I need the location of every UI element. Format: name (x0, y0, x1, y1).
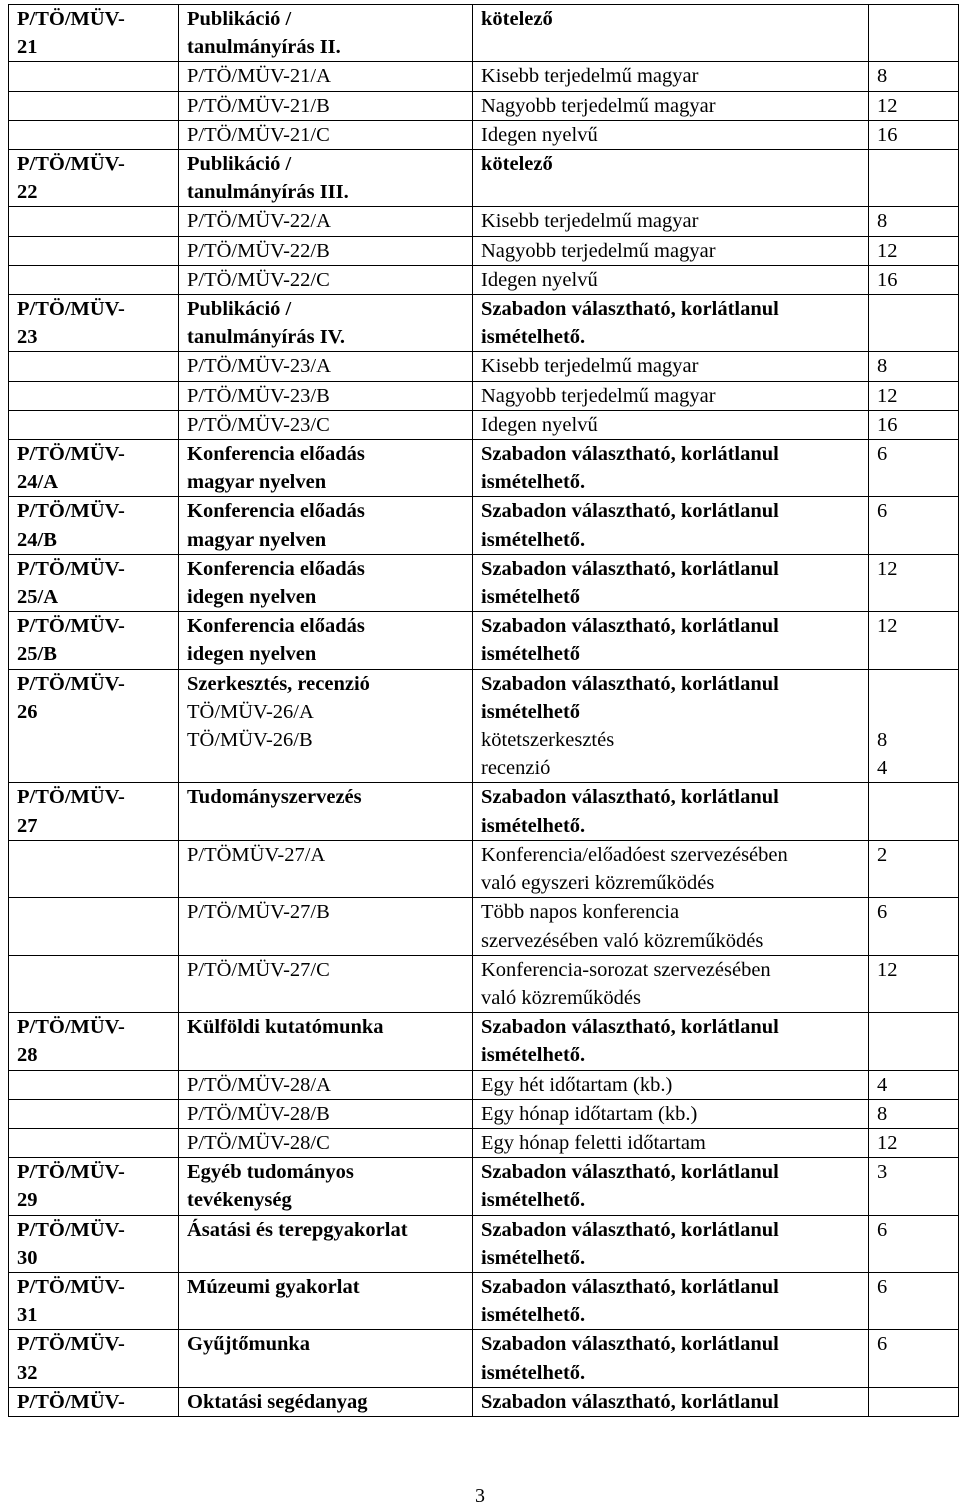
description-cell: Szabadon választható, korlátlanul ismételhető. (473, 295, 869, 352)
description-cell: Konferencia-sorozat szervezésében való közreműködés (473, 955, 869, 1012)
title-cell: P/TÖ/MÜV-22/B (179, 236, 473, 265)
table-row (9, 150, 959, 207)
title-cell: P/TÖ/MÜV-28/C (179, 1128, 473, 1157)
credit-cell: 6 (869, 1272, 959, 1329)
table-row (9, 440, 959, 497)
code-cell (9, 91, 179, 120)
code-cell: P/TÖ/MÜV- 28 (9, 1013, 179, 1070)
credit-cell: 6 (869, 497, 959, 554)
code-cell (9, 898, 179, 955)
code-cell: P/TÖ/MÜV- 24/A (9, 440, 179, 497)
code-cell (9, 1099, 179, 1128)
table-row (9, 497, 959, 554)
title-cell: P/TÖ/MÜV-28/B (179, 1099, 473, 1128)
credit-cell: 6 (869, 440, 959, 497)
credit-cell: 12 (869, 236, 959, 265)
description-cell: Kisebb terjedelmű magyar (473, 352, 869, 381)
title-cell: P/TÖ/MÜV-27/B (179, 898, 473, 955)
title-cell: P/TÖ/MÜV-28/A (179, 1070, 473, 1099)
credit-cell: 16 (869, 410, 959, 439)
cell-bold-text: Szabadon választható, korlátlanul ismételhető (481, 672, 779, 723)
description-cell: Szabadon választható, korlátlanul ismételhető. (473, 1330, 869, 1387)
description-cell: Nagyobb terjedelmű magyar (473, 381, 869, 410)
code-cell: P/TÖ/MÜV- 32 (9, 1330, 179, 1387)
credit-cell: 12 (869, 554, 959, 611)
title-cell: Publikáció / tanulmányírás II. (179, 5, 473, 62)
table-row (9, 554, 959, 611)
title-cell: P/TÖ/MÜV-22/A (179, 207, 473, 236)
description-cell: Szabadon választható, korlátlanul ismételhető (473, 612, 869, 669)
credit-cell: 16 (869, 120, 959, 149)
description-cell: Kisebb terjedelmű magyar (473, 62, 869, 91)
code-cell: P/TÖ/MÜV- 23 (9, 295, 179, 352)
code-cell: P/TÖ/MÜV- 29 (9, 1158, 179, 1215)
subitem-row (9, 1099, 959, 1128)
credit-cell: 8 (869, 207, 959, 236)
title-cell: Oktatási segédanyag (179, 1387, 473, 1416)
code-cell: P/TÖ/MÜV- 25/A (9, 554, 179, 611)
title-cell: Publikáció / tanulmányírás IV. (179, 295, 473, 352)
subitem-row (9, 898, 959, 955)
title-cell: P/TÖ/MÜV-21/C (179, 120, 473, 149)
table-row (9, 1215, 959, 1272)
title-cell: P/TÖ/MÜV-21/B (179, 91, 473, 120)
table-row (9, 783, 959, 840)
credit-cell (869, 295, 959, 352)
subitem-row (9, 840, 959, 897)
credit-cell: 8 4 (869, 669, 959, 783)
code-cell (9, 1128, 179, 1157)
subitem-row (9, 410, 959, 439)
description-cell: Idegen nyelvű (473, 120, 869, 149)
description-cell: Több napos konferencia szervezésében való közreműködés (473, 898, 869, 955)
subitem-row (9, 955, 959, 1012)
table-row (9, 295, 959, 352)
credit-cell: 6 (869, 1330, 959, 1387)
code-cell (9, 1070, 179, 1099)
subitem-row (9, 91, 959, 120)
description-cell: Szabadon választható, korlátlanul ismételhető (473, 554, 869, 611)
title-cell: P/TÖMÜV-27/A (179, 840, 473, 897)
description-cell: Egy hét időtartam (kb.) (473, 1070, 869, 1099)
subitem-row (9, 1128, 959, 1157)
credit-cell (869, 150, 959, 207)
credit-cell: 2 (869, 840, 959, 897)
code-cell (9, 840, 179, 897)
description-cell: Szabadon választható, korlátlanul ismételhető. (473, 1013, 869, 1070)
credit-cell (869, 1013, 959, 1070)
code-cell: P/TÖ/MÜV- 31 (9, 1272, 179, 1329)
code-cell: P/TÖ/MÜV- 22 (9, 150, 179, 207)
description-cell: Kisebb terjedelmű magyar (473, 207, 869, 236)
table-row (9, 612, 959, 669)
code-cell: P/TÖ/MÜV- 25/B (9, 612, 179, 669)
subitem-row (9, 120, 959, 149)
table-row (9, 1387, 959, 1416)
description-cell: Egy hónap időtartam (kb.) (473, 1099, 869, 1128)
title-cell: Külföldi kutatómunka (179, 1013, 473, 1070)
table-row (9, 1158, 959, 1215)
description-cell: Szabadon választható, korlátlanul ismételhető. (473, 1215, 869, 1272)
title-cell: Múzeumi gyakorlat (179, 1272, 473, 1329)
description-cell: Konferencia/előadóest szervezésében való egyszeri közreműködés (473, 840, 869, 897)
code-cell: P/TÖ/MÜV- 21 (9, 5, 179, 62)
title-cell: Konferencia előadás idegen nyelven (179, 612, 473, 669)
title-cell: Tudományszervezés (179, 783, 473, 840)
credit-cell: 12 (869, 955, 959, 1012)
cell-normal-text: kötetszerkesztés recenzió (481, 729, 615, 780)
subitem-row (9, 352, 959, 381)
code-cell: P/TÖ/MÜV- 30 (9, 1215, 179, 1272)
description-cell: Idegen nyelvű (473, 410, 869, 439)
credit-cell: 8 (869, 62, 959, 91)
code-cell (9, 265, 179, 294)
credit-cell: 12 (869, 381, 959, 410)
description-cell: Szabadon választható, korlátlanul ismételhető. (473, 783, 869, 840)
code-cell (9, 955, 179, 1012)
description-cell: Szabadon választható, korlátlanul ismételhető. (473, 497, 869, 554)
table-row (9, 5, 959, 62)
description-cell: Nagyobb terjedelmű magyar (473, 236, 869, 265)
description-cell: kötelező (473, 150, 869, 207)
credit-cell: 4 (869, 1070, 959, 1099)
title-cell: Konferencia előadás magyar nyelven (179, 497, 473, 554)
credit-cell: 12 (869, 1128, 959, 1157)
credit-cell: 12 (869, 91, 959, 120)
subitem-row (9, 265, 959, 294)
subitem-row (9, 1070, 959, 1099)
title-cell: P/TÖ/MÜV-23/A (179, 352, 473, 381)
subitem-row (9, 381, 959, 410)
course-requirements-table (8, 4, 959, 1417)
title-cell: Publikáció / tanulmányírás III. (179, 150, 473, 207)
code-cell (9, 120, 179, 149)
table-row (9, 1013, 959, 1070)
code-cell (9, 352, 179, 381)
credit-cell (869, 1387, 959, 1416)
code-cell: P/TÖ/MÜV- (9, 1387, 179, 1416)
credit-cell: 8 (869, 352, 959, 381)
title-cell: P/TÖ/MÜV-22/C (179, 265, 473, 294)
title-cell: Konferencia előadás magyar nyelven (179, 440, 473, 497)
cell-normal-text: TÖ/MÜV-26/A TÖ/MÜV-26/B (187, 700, 314, 752)
code-cell (9, 62, 179, 91)
code-cell (9, 207, 179, 236)
credit-cell (869, 783, 959, 840)
code-cell (9, 236, 179, 265)
description-cell: Egy hónap feletti időtartam (473, 1128, 869, 1157)
title-cell: Egyéb tudományos tevékenység (179, 1158, 473, 1215)
code-cell (9, 381, 179, 410)
title-cell (179, 669, 473, 783)
credit-cell: 6 (869, 898, 959, 955)
description-cell: Idegen nyelvű (473, 265, 869, 294)
code-cell (9, 410, 179, 439)
page-number: 3 (475, 1485, 485, 1507)
description-cell: Szabadon választható, korlátlanul ismételhető. (473, 1272, 869, 1329)
credit-cell (869, 5, 959, 62)
description-cell (473, 669, 869, 783)
title-cell: P/TÖ/MÜV-23/B (179, 381, 473, 410)
table-row (9, 1272, 959, 1329)
credit-cell: 16 (869, 265, 959, 294)
description-cell: Szabadon választható, korlátlanul (473, 1387, 869, 1416)
title-cell: P/TÖ/MÜV-23/C (179, 410, 473, 439)
subitem-row (9, 62, 959, 91)
credit-cell: 8 (869, 1099, 959, 1128)
table-row (9, 669, 959, 783)
subitem-row (9, 236, 959, 265)
cell-bold-text: Szerkesztés, recenzió (187, 672, 370, 695)
description-cell: Szabadon választható, korlátlanul ismételhető. (473, 440, 869, 497)
title-cell: Ásatási és terepgyakorlat (179, 1215, 473, 1272)
title-cell: Konferencia előadás idegen nyelven (179, 554, 473, 611)
credit-cell: 12 (869, 612, 959, 669)
code-cell: P/TÖ/MÜV- 27 (9, 783, 179, 840)
credit-cell: 3 (869, 1158, 959, 1215)
table-body (9, 5, 959, 1417)
subitem-row (9, 207, 959, 236)
code-cell: P/TÖ/MÜV- 26 (9, 669, 179, 783)
title-cell: P/TÖ/MÜV-21/A (179, 62, 473, 91)
table-row (9, 1330, 959, 1387)
description-cell: kötelező (473, 5, 869, 62)
title-cell: Gyűjtőmunka (179, 1330, 473, 1387)
credit-cell: 6 (869, 1215, 959, 1272)
description-cell: Szabadon választható, korlátlanul ismételhető. (473, 1158, 869, 1215)
code-cell: P/TÖ/MÜV- 24/B (9, 497, 179, 554)
description-cell: Nagyobb terjedelmű magyar (473, 91, 869, 120)
title-cell: P/TÖ/MÜV-27/C (179, 955, 473, 1012)
